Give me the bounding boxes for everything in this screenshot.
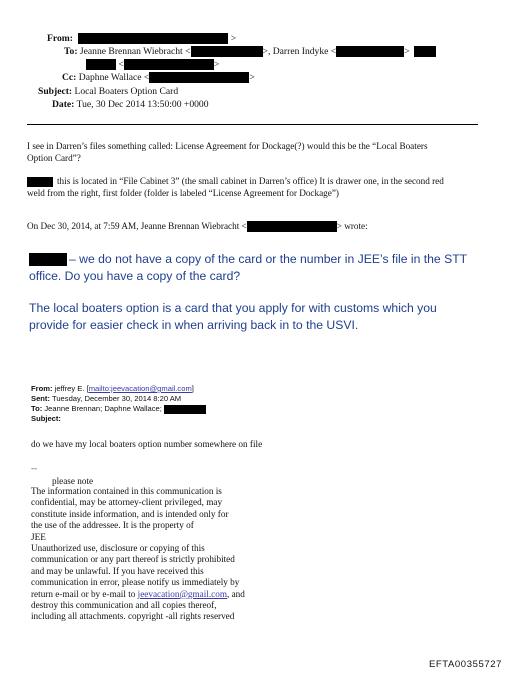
quote-intro [27, 220, 368, 232]
header-divider [27, 124, 478, 125]
fwd-sent-value: Tuesday, December 30, 2014 8:20 AM [51, 394, 182, 403]
subject-label: Subject: [38, 86, 73, 97]
close-bracket: > [230, 33, 237, 44]
close-bracket: > [404, 46, 410, 57]
fwd-from-link[interactable]: mailto:jeevacation@gmail.com [88, 384, 192, 393]
disclaimer-line: confidential, may be attorney-client privileged, may [31, 497, 223, 508]
subject-row [38, 86, 178, 98]
fwd-subject-row [31, 414, 61, 424]
close-bracket: > [249, 72, 255, 83]
disclaimer-line: communication in error, please notify us immediately by [31, 577, 240, 588]
fwd-to-label: To: [31, 404, 43, 413]
signature-dashes: -- [31, 463, 38, 473]
blue-p1-line1 [29, 251, 467, 268]
fwd-to-value: Jeanne Brennan; Daphne Wallace; [44, 404, 162, 413]
signature-please-note: please note [52, 476, 94, 486]
redacted-block [414, 46, 436, 57]
redacted-block [164, 405, 206, 414]
redacted-block [124, 59, 214, 70]
to-label: To: [64, 46, 78, 57]
redacted-block [247, 221, 337, 232]
fwd-from-label: From: [31, 384, 53, 393]
to-name: Jeanne Brennan Wiebracht < [79, 46, 191, 57]
return-email-link[interactable]: jeevacation@gmail.com [137, 588, 227, 599]
open-bracket: < [118, 59, 124, 70]
message2-line1-text: this is located in “File Cabinet 3” (the small cabinet in Darren’s office) It is drawer one, in the second red [57, 176, 444, 186]
to-separator: >, Darren Indyke < [262, 46, 337, 57]
disclaimer-line: communication or any part thereof is strictly prohibited [31, 554, 235, 565]
message2-line1 [27, 175, 444, 187]
fwd-subject-label: Subject: [31, 414, 61, 423]
disclaimer-line: JEE [31, 531, 46, 542]
fwd-to-row [31, 404, 206, 414]
redacted-block [191, 46, 263, 57]
from-row [47, 33, 236, 45]
fwd-sent-row [31, 394, 181, 404]
disclaimer-line: destroy this communication and all copies thereof, [31, 600, 217, 611]
from-label: From: [47, 33, 73, 44]
subject-value: Local Boaters Option Card [74, 86, 179, 97]
message1-line1: I see in Darren’s files something called: License Agreement for Dockage(?) would this be the “Local Boaters [27, 141, 428, 151]
disclaimer-line: The information contained in this communication is [31, 486, 222, 496]
question-text: do we have my local boaters option number somewhere on file [31, 439, 263, 449]
blue-p1-line2: office. Do you have a copy of the card? [29, 269, 241, 283]
disclaimer-line: Unauthorized use, disclosure or copying of this [31, 543, 205, 554]
close-bracket: > [213, 59, 220, 70]
disclaimer-line: including all attachments. copyright -all rights reserved [31, 611, 235, 622]
message2-line2: weld from the right, first folder (folder is labeled “License Agreement for Dockage”) [27, 188, 339, 198]
redacted-block [29, 253, 67, 266]
disclaimer-line-return [31, 589, 245, 600]
fwd-sent-label: Sent: [31, 394, 50, 403]
redacted-block [78, 33, 228, 44]
document-id: EFTA00355727 [428, 659, 502, 670]
disclaimer-line: and may be unlawful. If you have received this [31, 565, 204, 576]
redacted-block [149, 72, 249, 83]
blue-p2-line2: provide for easier check in when arriving back in to the USVI. [29, 318, 359, 332]
blue-p2-line1: The local boaters option is a card that you apply for with customs which you [29, 301, 437, 315]
message1-line2: Option Card”? [27, 153, 81, 163]
return-prefix: return e-mail or by e-mail to [31, 588, 138, 599]
date-label: Date: [52, 99, 75, 110]
date-value: Tue, 30 Dec 2014 13:50:00 +0000 [76, 99, 209, 110]
fwd-from-value: jeffrey E. [ [54, 384, 89, 393]
quote-intro-suffix: > wrote: [336, 221, 368, 231]
to-row [64, 46, 436, 58]
cc-row [62, 72, 255, 84]
quote-intro-prefix: On Dec 30, 2014, at 7:59 AM, Jeanne Brennan Wiebracht < [27, 221, 247, 231]
redacted-block [27, 177, 53, 187]
blue-p1-line1-text: – we do not have a copy of the card or the number in JEE’s file in the STT [69, 252, 468, 266]
return-suffix: , and [226, 588, 245, 599]
redacted-block [336, 46, 404, 57]
cc-name: Daphne Wallace < [78, 72, 150, 83]
redacted-block [86, 59, 116, 70]
fwd-from-row [31, 384, 194, 394]
fwd-from-close: ] [191, 384, 194, 393]
disclaimer-line: constitute inside information, and is intended only for [31, 508, 229, 519]
to-row-continued [86, 59, 219, 71]
date-row [52, 99, 209, 111]
signature-disclaimer [31, 486, 245, 623]
disclaimer-line: the use of the addressee. It is the property of [31, 520, 194, 531]
cc-label: Cc: [62, 72, 77, 83]
